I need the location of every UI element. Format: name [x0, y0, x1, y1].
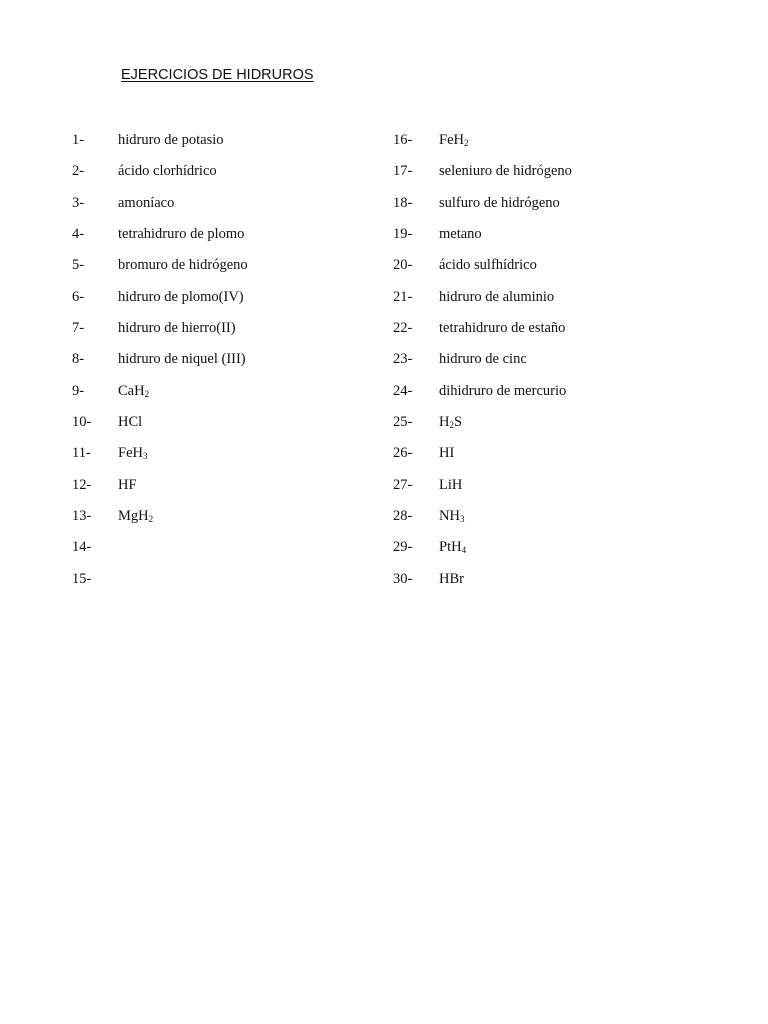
exercise-number: 10- [72, 414, 92, 431]
exercise-item [393, 443, 733, 474]
exercise-number: 24- [393, 382, 413, 399]
exercise-item [393, 381, 733, 412]
exercise-item [72, 349, 412, 380]
exercise-list-left [72, 130, 412, 600]
exercise-number: 4- [72, 226, 85, 243]
exercise-number: 28- [393, 508, 413, 525]
exercise-item [393, 412, 733, 443]
exercise-text-part: hidruro de hierro(II) [118, 320, 236, 337]
exercise-text-part: MgH [118, 508, 149, 525]
exercise-item [72, 443, 412, 474]
exercise-number: 9- [72, 382, 85, 399]
exercise-item [393, 287, 733, 318]
exercise-item [393, 318, 733, 349]
exercise-text [118, 412, 142, 432]
exercise-item [393, 224, 733, 255]
exercise-text [118, 255, 248, 275]
exercise-text [439, 381, 566, 401]
exercise-text-part: HBr [439, 570, 464, 587]
exercise-number: 17- [393, 163, 413, 180]
exercise-text-part: HI [439, 445, 455, 462]
exercise-number: 11- [72, 445, 91, 462]
exercise-text [439, 318, 565, 338]
exercise-item [72, 537, 412, 568]
exercise-text-part: PtH [439, 539, 462, 556]
exercise-number: 16- [393, 132, 413, 148]
exercise-text [439, 349, 527, 369]
exercise-text [439, 161, 572, 181]
exercise-text-part: FeH [118, 445, 143, 462]
exercise-number: 30- [393, 570, 413, 587]
formula-subscript: 4 [461, 545, 467, 556]
exercise-number: 27- [393, 476, 413, 493]
exercise-text [118, 443, 147, 463]
exercise-text-part: metano [439, 226, 482, 243]
exercise-item [393, 349, 733, 380]
exercise-item [72, 224, 412, 255]
exercise-text-part: CaH [118, 382, 145, 399]
exercise-text [439, 443, 454, 463]
exercise-item [72, 506, 412, 537]
formula-subscript: 2 [144, 388, 150, 399]
exercise-text [439, 537, 466, 557]
formula-subscript: 2 [148, 514, 154, 525]
exercise-item [72, 318, 412, 349]
exercise-text-part: HCl [118, 414, 143, 431]
exercise-text-part: bromuro de hidrógeno [118, 257, 248, 274]
exercise-number: 26- [393, 445, 413, 462]
page-title: EJERCICIOS DE HIDRUROS [121, 67, 314, 83]
exercise-item [393, 193, 733, 224]
exercise-number: 21- [393, 288, 413, 305]
exercise-number: 18- [393, 194, 413, 211]
exercise-text [439, 224, 482, 244]
exercise-text [118, 506, 153, 526]
exercise-number: 23- [393, 351, 413, 368]
exercise-text-part: FeH [439, 132, 464, 148]
exercise-text-part: NH [439, 508, 460, 525]
exercise-item [72, 412, 412, 443]
exercise-text-part: tetrahidruro de estaño [439, 320, 566, 337]
exercise-item [72, 287, 412, 318]
exercise-number: 19- [393, 226, 413, 243]
exercise-text [118, 193, 174, 213]
exercise-text [118, 224, 244, 244]
exercise-item [393, 255, 733, 286]
exercise-text [439, 412, 462, 432]
exercise-number: 5- [72, 257, 85, 274]
exercise-number: 6- [72, 288, 85, 305]
exercise-number: 15- [72, 570, 92, 587]
exercise-text-part: ácido clorhídrico [118, 163, 217, 180]
exercise-item [393, 506, 733, 537]
exercise-item [393, 475, 733, 506]
exercise-item [72, 161, 412, 192]
formula-subscript: 2 [463, 138, 469, 148]
exercise-text-part: HF [118, 476, 137, 493]
exercise-text-part: ácido sulfhídrico [439, 257, 537, 274]
exercise-number: 12- [72, 476, 92, 493]
exercise-text [439, 193, 560, 213]
exercise-number: 22- [393, 320, 413, 337]
exercise-text [439, 506, 464, 526]
exercise-number: 8- [72, 351, 85, 368]
exercise-text-part: hidruro de aluminio [439, 288, 555, 305]
exercise-text [439, 475, 462, 495]
exercise-text [439, 130, 468, 150]
exercise-item [72, 475, 412, 506]
exercise-text [439, 569, 464, 589]
exercise-text-part: sulfuro de hidrógeno [439, 194, 560, 211]
exercise-number: 20- [393, 257, 413, 274]
exercise-item [393, 569, 733, 600]
exercise-text-part: hidruro de plomo(IV) [118, 288, 244, 305]
exercise-number: 25- [393, 414, 413, 431]
exercise-text [118, 161, 217, 181]
exercise-number: 7- [72, 320, 85, 337]
exercise-text-part: hidruro de cinc [439, 351, 527, 368]
exercise-text-part: LiH [439, 476, 463, 493]
exercise-number: 2- [72, 163, 85, 180]
exercise-text-part: S [453, 414, 463, 431]
exercise-text [118, 381, 149, 401]
exercise-number: 1- [72, 132, 85, 148]
exercise-item [72, 569, 412, 600]
exercise-number: 13- [72, 508, 92, 525]
exercise-number: 29- [393, 539, 413, 556]
exercise-text-part: amoníaco [118, 194, 175, 211]
exercise-text-part: seleniuro de hidrógeno [439, 163, 572, 180]
exercise-text-part: dihidruro de mercurio [439, 382, 567, 399]
exercise-list-right [393, 130, 733, 600]
exercise-item [393, 537, 733, 568]
formula-subscript: 3 [142, 451, 148, 462]
formula-subscript: 2 [449, 420, 454, 431]
exercise-text [118, 475, 137, 495]
exercise-text [118, 349, 246, 369]
exercise-item [72, 193, 412, 224]
exercise-item [393, 161, 733, 192]
exercise-number: 3- [72, 194, 85, 211]
exercise-item [72, 381, 412, 412]
exercise-text [439, 255, 537, 275]
exercise-text [118, 130, 224, 150]
exercise-text-part: tetrahidruro de plomo [118, 226, 245, 243]
formula-subscript: 3 [459, 514, 465, 525]
exercise-number: 14- [72, 539, 92, 556]
exercise-item [393, 130, 733, 161]
exercise-text-part: hidruro de niquel (III) [118, 351, 246, 368]
exercise-text-part: hidruro de potasio [118, 132, 224, 148]
exercise-text [118, 318, 236, 338]
exercise-text [439, 287, 554, 307]
exercise-text [118, 287, 244, 307]
exercise-text-part: H [439, 414, 450, 431]
exercise-item [72, 255, 412, 286]
exercise-item [72, 130, 412, 161]
